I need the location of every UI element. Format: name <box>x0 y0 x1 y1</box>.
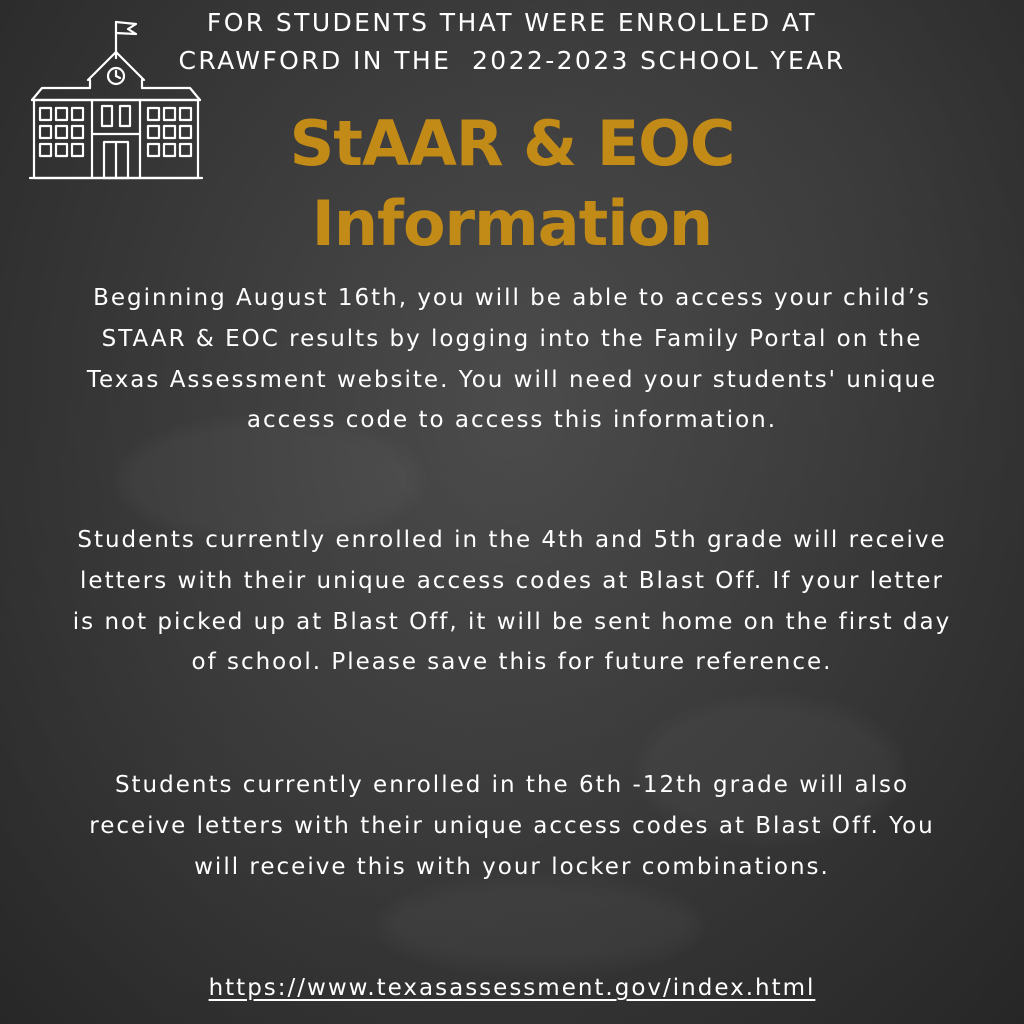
top-heading <box>0 4 1024 80</box>
top-heading-line-1: FOR STUDENTS THAT WERE ENROLLED AT <box>206 8 818 37</box>
page-title-line-2: Information <box>311 187 713 260</box>
page-title <box>0 104 1024 264</box>
page-title-line-1: StAAR & EOC <box>289 107 735 180</box>
paragraph-grades-4-5: Students currently enrolled in the 4th and 5th grade will receive letters with their unique access codes at Blast Off. If your letter is not picked up at Blast Off, it will be sent home on the first day of school. Please save this for future reference. <box>72 527 952 676</box>
texas-assessment-link[interactable]: https://www.texasassessment.gov/index.html <box>208 975 816 1001</box>
paragraph-family-portal: Beginning August 16th, you will be able to access your child’s STAAR & EOC results by logging into the Family Portal on the Texas Assessment website. You will need your students' unique access code to access this information. <box>86 285 938 434</box>
chalk-smudge <box>380 880 700 970</box>
paragraph-grades-6-12: Students currently enrolled in the 6th -12th grade will also receive letters with their unique access codes at Blast Off. You will receive this with your locker combinations. <box>89 772 935 880</box>
link-container <box>0 968 1024 1008</box>
top-heading-line-2: CRAWFORD IN THE 2022-2023 SCHOOL YEAR <box>178 46 846 75</box>
